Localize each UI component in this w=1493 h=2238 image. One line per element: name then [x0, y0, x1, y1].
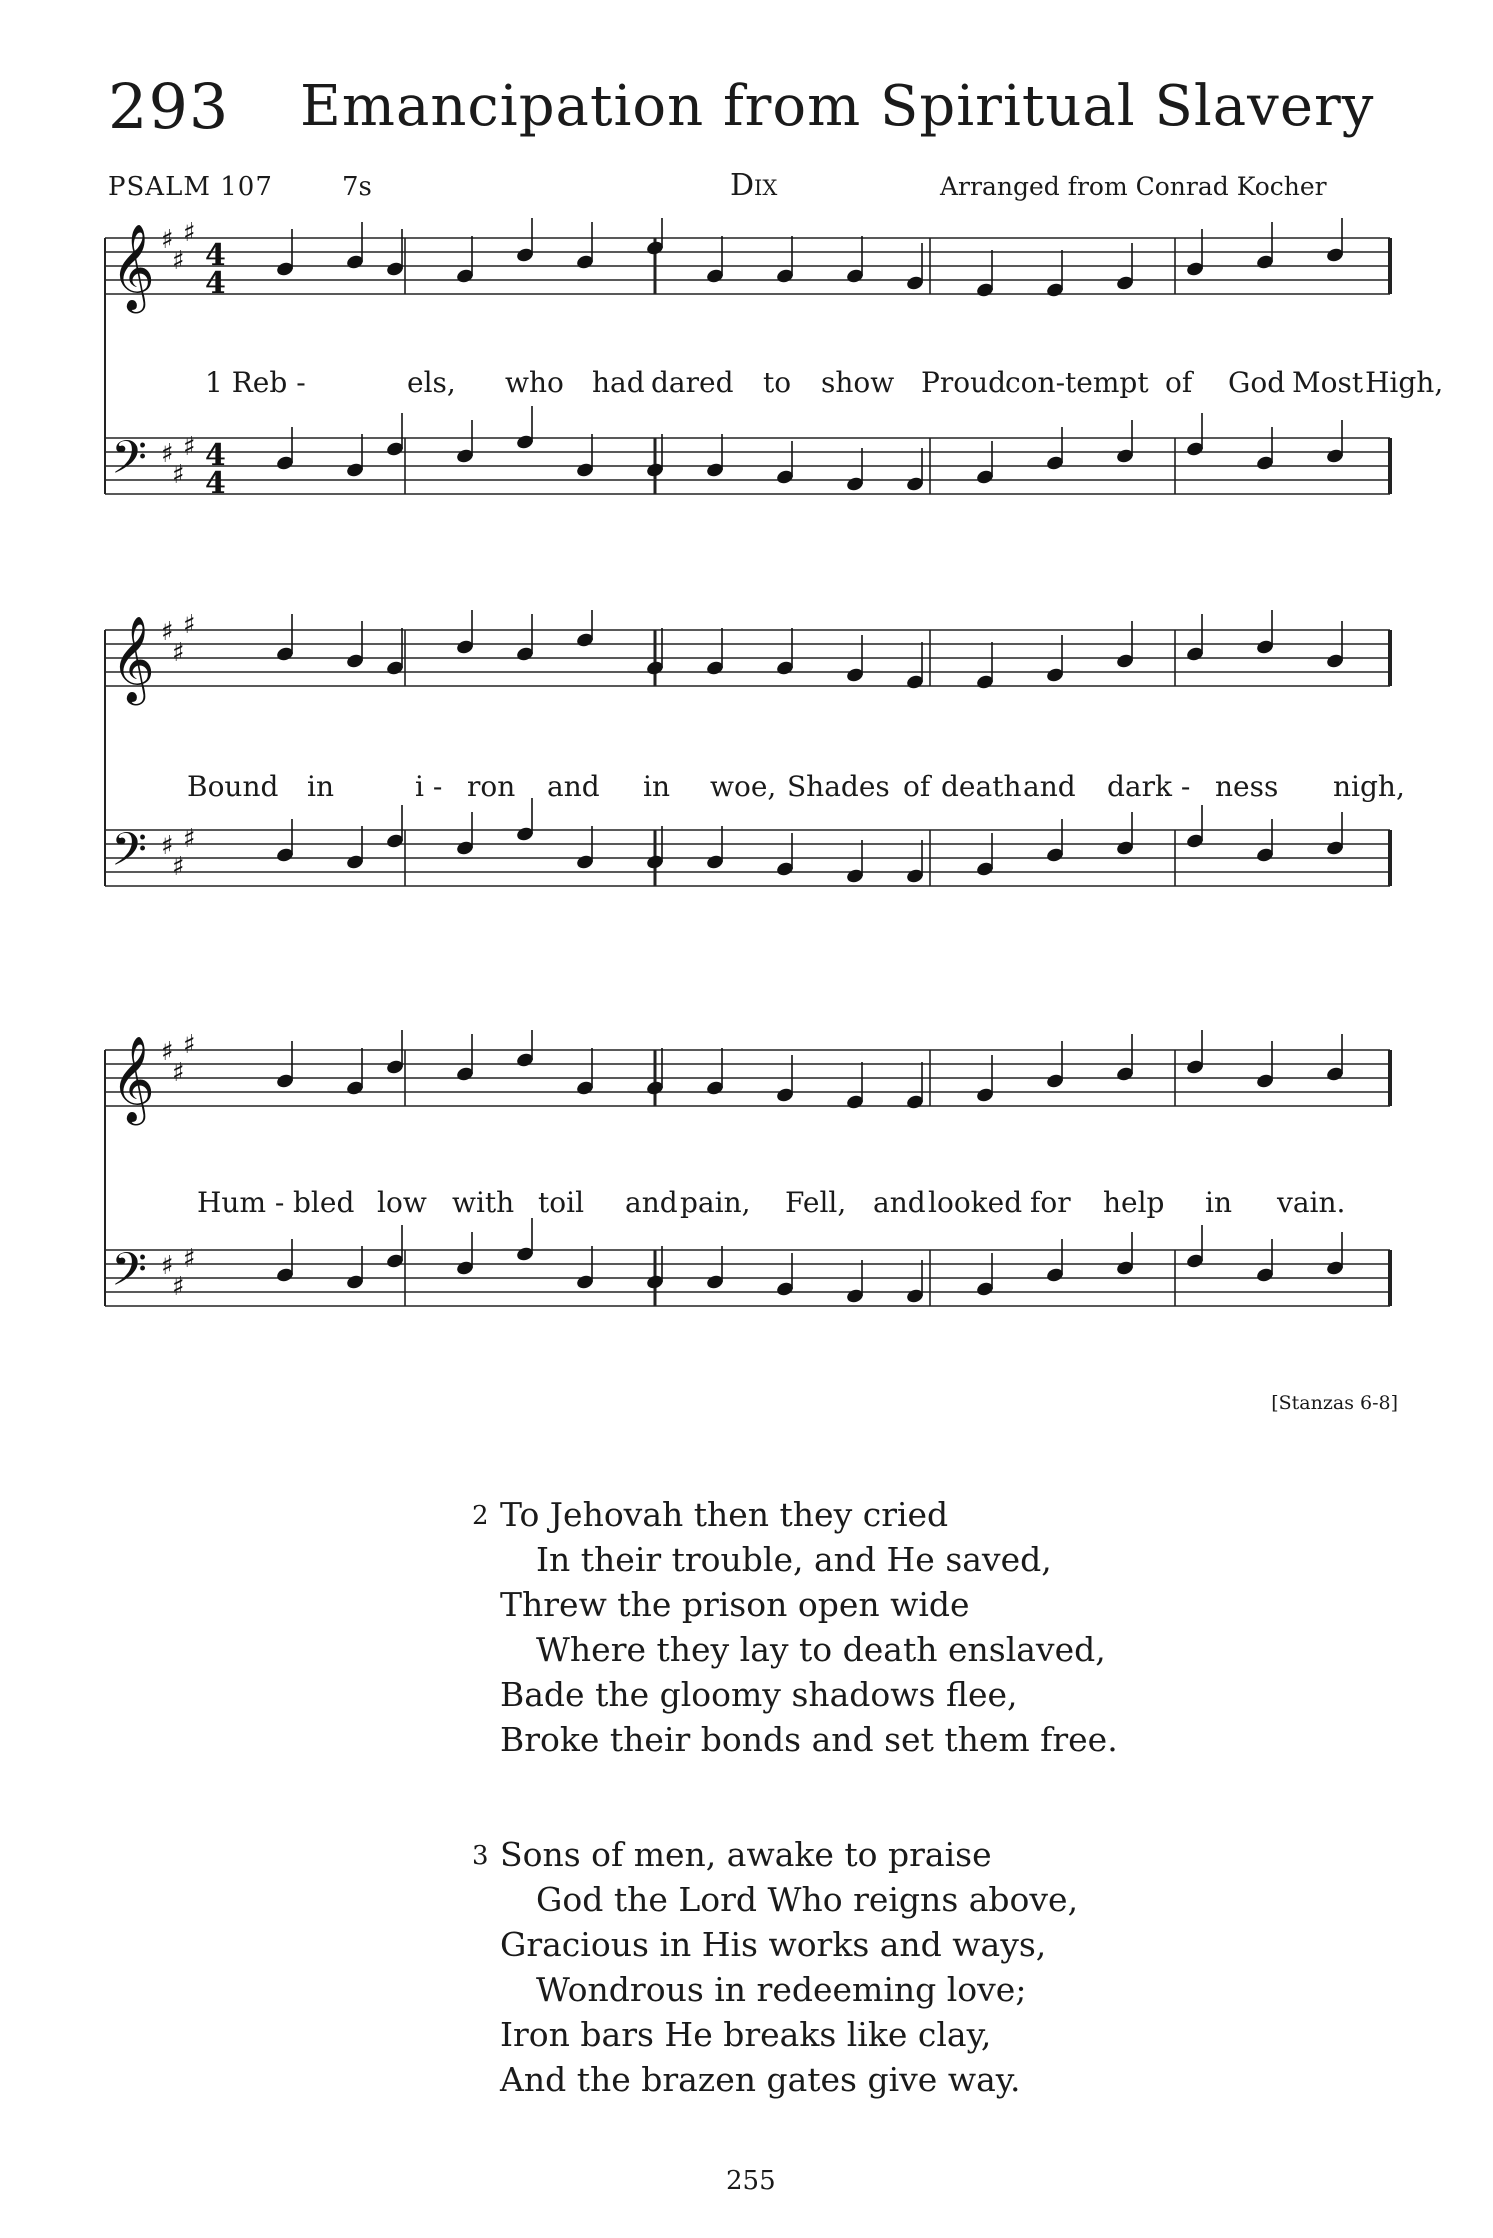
time-signature-top: 4 — [205, 438, 226, 473]
music-system-1 — [95, 218, 1444, 518]
time-signature-bottom: 4 — [205, 466, 226, 501]
verse-number: 2 — [472, 1501, 489, 1531]
verse-line: Where they lay to death enslaved, — [536, 1630, 1106, 1669]
tune-name: Dix — [730, 168, 778, 203]
verse-line: In their trouble, and He saved, — [536, 1540, 1052, 1579]
sharp-icon: ♯ — [161, 439, 174, 469]
sharp-icon: ♯ — [172, 1058, 185, 1088]
sharp-icon: ♯ — [183, 824, 196, 854]
lyric-syllable: Proud — [921, 366, 1007, 399]
lyric-syllable: ron — [467, 770, 516, 803]
lyric-syllable: and — [1023, 770, 1076, 803]
lyrics-line-1 — [95, 366, 1444, 406]
time-signature-top: 4 — [205, 238, 226, 273]
lyric-syllable: ness — [1215, 770, 1279, 803]
hymn-title: Emancipation from Spiritual Slavery — [300, 74, 1375, 139]
lyrics-line-2 — [95, 770, 1405, 810]
lyric-syllable: bled — [293, 1186, 355, 1219]
verse-line: Broke their bonds and set them free. — [500, 1720, 1118, 1759]
verse-line: Sons of men, awake to praise — [500, 1835, 992, 1874]
sharp-icon: ♯ — [172, 1272, 185, 1302]
score-staves — [95, 610, 1405, 910]
meter: 7s — [342, 172, 372, 202]
lyric-syllable: in — [307, 770, 334, 803]
sharp-icon: ♯ — [161, 617, 174, 647]
sharp-icon: ♯ — [183, 610, 196, 640]
lyric-syllable: els, — [407, 366, 456, 399]
verse-line: Iron bars He breaks like clay, — [500, 2015, 992, 2054]
lyric-syllable: had — [592, 366, 645, 399]
lyric-syllable: for — [1030, 1186, 1071, 1219]
verse-line: Threw the prison open wide — [500, 1585, 970, 1624]
psalm-reference: PSALM 107 — [108, 172, 273, 202]
lyric-syllable: show — [821, 366, 895, 399]
arrangement-credit: Arranged from Conrad Kocher — [940, 172, 1327, 201]
music-system-2 — [95, 610, 1405, 910]
score-staves — [95, 1030, 1405, 1330]
lyric-syllable: of — [1165, 366, 1193, 399]
lyric-syllable: in — [643, 770, 670, 803]
lyric-syllable: God — [1228, 366, 1286, 399]
treble-clef-icon: 𝄞 — [111, 1036, 155, 1122]
lyric-syllable: toil — [538, 1186, 585, 1219]
time-signature-bottom: 4 — [205, 266, 226, 301]
lyric-syllable: vain. — [1277, 1186, 1346, 1219]
stanza-note: [Stanzas 6-8] — [1271, 1392, 1398, 1414]
music-system-3 — [95, 1030, 1405, 1330]
lyric-syllable: Hum - — [197, 1186, 285, 1219]
lyric-syllable: in — [1205, 1186, 1232, 1219]
verse-number: 3 — [472, 1841, 489, 1871]
lyric-syllable: to — [763, 366, 792, 399]
sharp-icon: ♯ — [161, 1037, 174, 1067]
lyric-syllable: woe, — [710, 770, 777, 803]
lyric-syllable: and — [547, 770, 600, 803]
hymn-number: 293 — [108, 70, 230, 143]
sharp-icon: ♯ — [183, 432, 196, 462]
lyric-syllable: and — [625, 1186, 678, 1219]
lyric-syllable: nigh, — [1333, 770, 1405, 803]
bass-clef-icon: 𝄢 — [111, 1243, 148, 1308]
sharp-icon: ♯ — [172, 246, 185, 276]
lyric-syllable: pain, — [680, 1186, 751, 1219]
sharp-icon: ♯ — [172, 852, 185, 882]
lyric-syllable: Fell, — [785, 1186, 847, 1219]
sharp-icon: ♯ — [172, 638, 185, 668]
verse-line: To Jehovah then they cried — [500, 1495, 949, 1534]
lyric-syllable: 1 Reb - — [205, 366, 306, 399]
lyric-syllable: death — [941, 770, 1022, 803]
verse-line: And the brazen gates give way. — [500, 2060, 1021, 2099]
sharp-icon: ♯ — [161, 831, 174, 861]
page-number: 255 — [726, 2166, 776, 2196]
lyric-syllable: dared — [651, 366, 734, 399]
lyrics-line-3 — [95, 1186, 1405, 1226]
verse-line: Gracious in His works and ways, — [500, 1925, 1047, 1964]
bass-clef-icon: 𝄢 — [111, 823, 148, 888]
staff-drawing — [95, 610, 1405, 910]
sharp-icon: ♯ — [161, 225, 174, 255]
lyric-syllable: help — [1103, 1186, 1165, 1219]
lyric-syllable: Most — [1292, 366, 1364, 399]
sharp-icon: ♯ — [172, 460, 185, 490]
treble-clef-icon: 𝄞 — [111, 224, 155, 310]
verse-3 — [472, 1832, 1079, 2102]
lyric-syllable: looked — [928, 1186, 1023, 1219]
lyric-syllable: of — [903, 770, 931, 803]
bass-clef-icon: 𝄢 — [111, 431, 148, 496]
lyric-syllable: High, — [1365, 366, 1444, 399]
lyric-syllable: Bound — [187, 770, 279, 803]
lyric-syllable: con-tempt — [1005, 366, 1149, 399]
lyric-syllable: and — [873, 1186, 926, 1219]
sharp-icon: ♯ — [161, 1251, 174, 1281]
sharp-icon: ♯ — [183, 218, 196, 248]
lyric-syllable: with — [452, 1186, 515, 1219]
lyric-syllable: dark - — [1107, 770, 1191, 803]
lyric-syllable: i - — [415, 770, 443, 803]
verse-line: Wondrous in redeeming love; — [536, 1970, 1027, 2009]
verse-line: God the Lord Who reigns above, — [536, 1880, 1079, 1919]
lyric-syllable: Shades — [787, 770, 890, 803]
lyric-syllable: who — [505, 366, 564, 399]
lyric-syllable: low — [377, 1186, 427, 1219]
verse-line: Bade the gloomy shadows flee, — [500, 1675, 1018, 1714]
treble-clef-icon: 𝄞 — [111, 616, 155, 702]
sharp-icon: ♯ — [183, 1030, 196, 1060]
sharp-icon: ♯ — [183, 1244, 196, 1274]
staff-drawing — [95, 1030, 1405, 1330]
verse-2 — [472, 1492, 1118, 1762]
